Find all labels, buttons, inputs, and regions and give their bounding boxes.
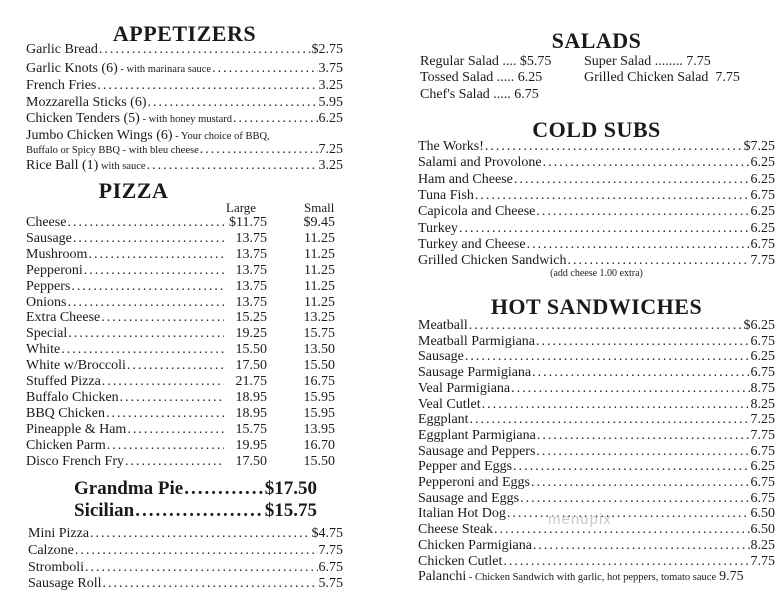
pizza-row: Extra Cheese ..... 15.25 13.25 <box>26 310 335 325</box>
menu-item: Veal Cutlet ..... 8.25 <box>418 397 775 412</box>
menu-item: Chicken Cutlet ..... 7.75 <box>418 554 775 569</box>
salads-heading: SALADS <box>551 28 642 53</box>
cold-subs-note: (add cheese 1.00 extra) <box>550 268 643 279</box>
pizza-row: Mushroom ..... 13.75 11.25 <box>26 247 335 262</box>
hot-sandwiches-heading: HOT SANDWICHES <box>490 294 703 319</box>
menu-item: The Works! ..... $7.25 <box>418 139 775 154</box>
pizza-row: Chicken Parm ..... 19.95 16.70 <box>26 438 335 453</box>
pizza-row: Pineapple & Ham ..... 15.75 13.95 <box>26 422 335 437</box>
menu-item: Eggplant Parmigiana ..... 7.75 <box>418 428 775 443</box>
menu-item: Veal Parmigiana ..... 8.75 <box>418 381 775 396</box>
menu-item: Meatball Parmigiana ..... 6.75 <box>418 334 775 349</box>
menu-item: Sausage Roll ..... 5.75 <box>28 576 343 591</box>
menu-item: Meatball ..... $6.25 <box>418 318 775 333</box>
pizza-row: White ..... 15.50 13.50 <box>26 342 335 357</box>
menu-item: Calzone ..... 7.75 <box>28 543 343 558</box>
menu-item: Super Salad ........ 7.75 <box>584 54 711 69</box>
small-column-label: Small <box>304 200 335 215</box>
menu-item: Chicken Parmigiana ..... 8.25 <box>418 538 775 553</box>
menu-item: Grilled Chicken Sandwich ..... 7.75 <box>418 253 775 268</box>
menu-item-palanchi: Palanchi - Chicken Sandwich with garlic, hot peppers, tomato sauce 9.75 <box>418 569 744 584</box>
menu-item: Eggplant ..... 7.25 <box>418 412 775 427</box>
pizza-row: Buffalo Chicken ..... 18.95 15.95 <box>26 390 335 405</box>
menu-item: Sausage ..... 6.25 <box>418 349 775 364</box>
menu-item: Salami and Provolone ..... 6.25 <box>418 155 775 170</box>
menu-item: Pepper and Eggs ..... 6.25 <box>418 459 775 474</box>
menu-item: Chef's Salad ..... 6.75 <box>420 87 539 102</box>
menu-item: Ham and Cheese ..... 6.25 <box>418 172 775 187</box>
menu-item: Capicola and Cheese ..... 6.25 <box>418 204 775 219</box>
menu-item: Garlic Knots (6) - with marinara sauce ..... 3.75 <box>26 61 343 77</box>
pizza-row: Cheese ..... $11.75 $9.45 <box>26 215 335 230</box>
pizza-row: BBQ Chicken ..... 18.95 15.95 <box>26 406 335 421</box>
pizza-row: Stuffed Pizza ..... 21.75 16.75 <box>26 374 335 389</box>
menu-item: Turkey and Cheese ..... 6.75 <box>418 237 775 252</box>
large-column-label: Large <box>226 200 257 215</box>
menu-item: Sausage and Eggs ..... 6.75 <box>418 491 775 506</box>
menu-item: Sausage Parmigiana ..... 6.75 <box>418 365 775 380</box>
menu-item: Tuna Fish ..... 6.75 <box>418 188 775 203</box>
pizza-heading: PIZZA <box>98 178 169 203</box>
menu-item: Cheese Steak ..... 6.50 <box>418 522 775 537</box>
menu-item: Stromboli ..... 6.75 <box>28 560 343 575</box>
menu-item-special: Grandma Pie ..... $17.50 <box>74 479 317 499</box>
pizza-row: Special ..... 19.25 15.75 <box>26 326 335 341</box>
pizza-row: Sausage ..... 13.75 11.25 <box>26 231 335 246</box>
pizza-row: Disco French Fry ..... 17.50 15.50 <box>26 454 335 469</box>
menu-item-wings-cont: Buffalo or Spicy BBQ - with bleu cheese ..... 7.25 <box>26 142 343 158</box>
menu-item: Turkey ..... 6.25 <box>418 221 775 236</box>
menu-item: Rice Ball (1) with sauce ..... 3.25 <box>26 158 343 174</box>
pizza-row: White w/Broccoli ..... 17.50 15.50 <box>26 358 335 373</box>
menu-item: French Fries ..... 3.25 <box>26 78 343 93</box>
pizza-row: Pepperoni ..... 13.75 11.25 <box>26 263 335 278</box>
menu-item: Chicken Tenders (5) - with honey mustard ..... 6.25 <box>26 111 343 127</box>
menu-item-wings: Jumbo Chicken Wings (6) - Your choice of BBQ, <box>26 128 270 143</box>
watermark-text: menupix <box>548 511 612 528</box>
menu-item: Sausage and Peppers ..... 6.75 <box>418 444 775 459</box>
menu-item: Italian Hot Dog ..... 6.50 <box>418 506 775 521</box>
appetizers-heading: APPETIZERS <box>112 21 257 46</box>
pizza-row: Onions ..... 13.75 11.25 <box>26 295 335 310</box>
menu-item: Grilled Chicken Salad 7.75 <box>584 70 740 85</box>
pizza-row: Peppers ..... 13.75 11.25 <box>26 279 335 294</box>
menu-item: Mozzarella Sticks (6) ..... 5.95 <box>26 95 343 110</box>
menu-item: Regular Salad .... $5.75 <box>420 54 552 69</box>
cold-subs-heading: COLD SUBS <box>532 117 661 142</box>
menu-item-special: Sicilian ..... $15.75 <box>74 501 317 521</box>
menu-item: Garlic Bread ..... $2.75 <box>26 42 343 57</box>
menu-item: Mini Pizza ..... $4.75 <box>28 526 343 541</box>
menu-item: Tossed Salad ..... 6.25 <box>420 70 543 85</box>
menu-item: Pepperoni and Eggs ..... 6.75 <box>418 475 775 490</box>
